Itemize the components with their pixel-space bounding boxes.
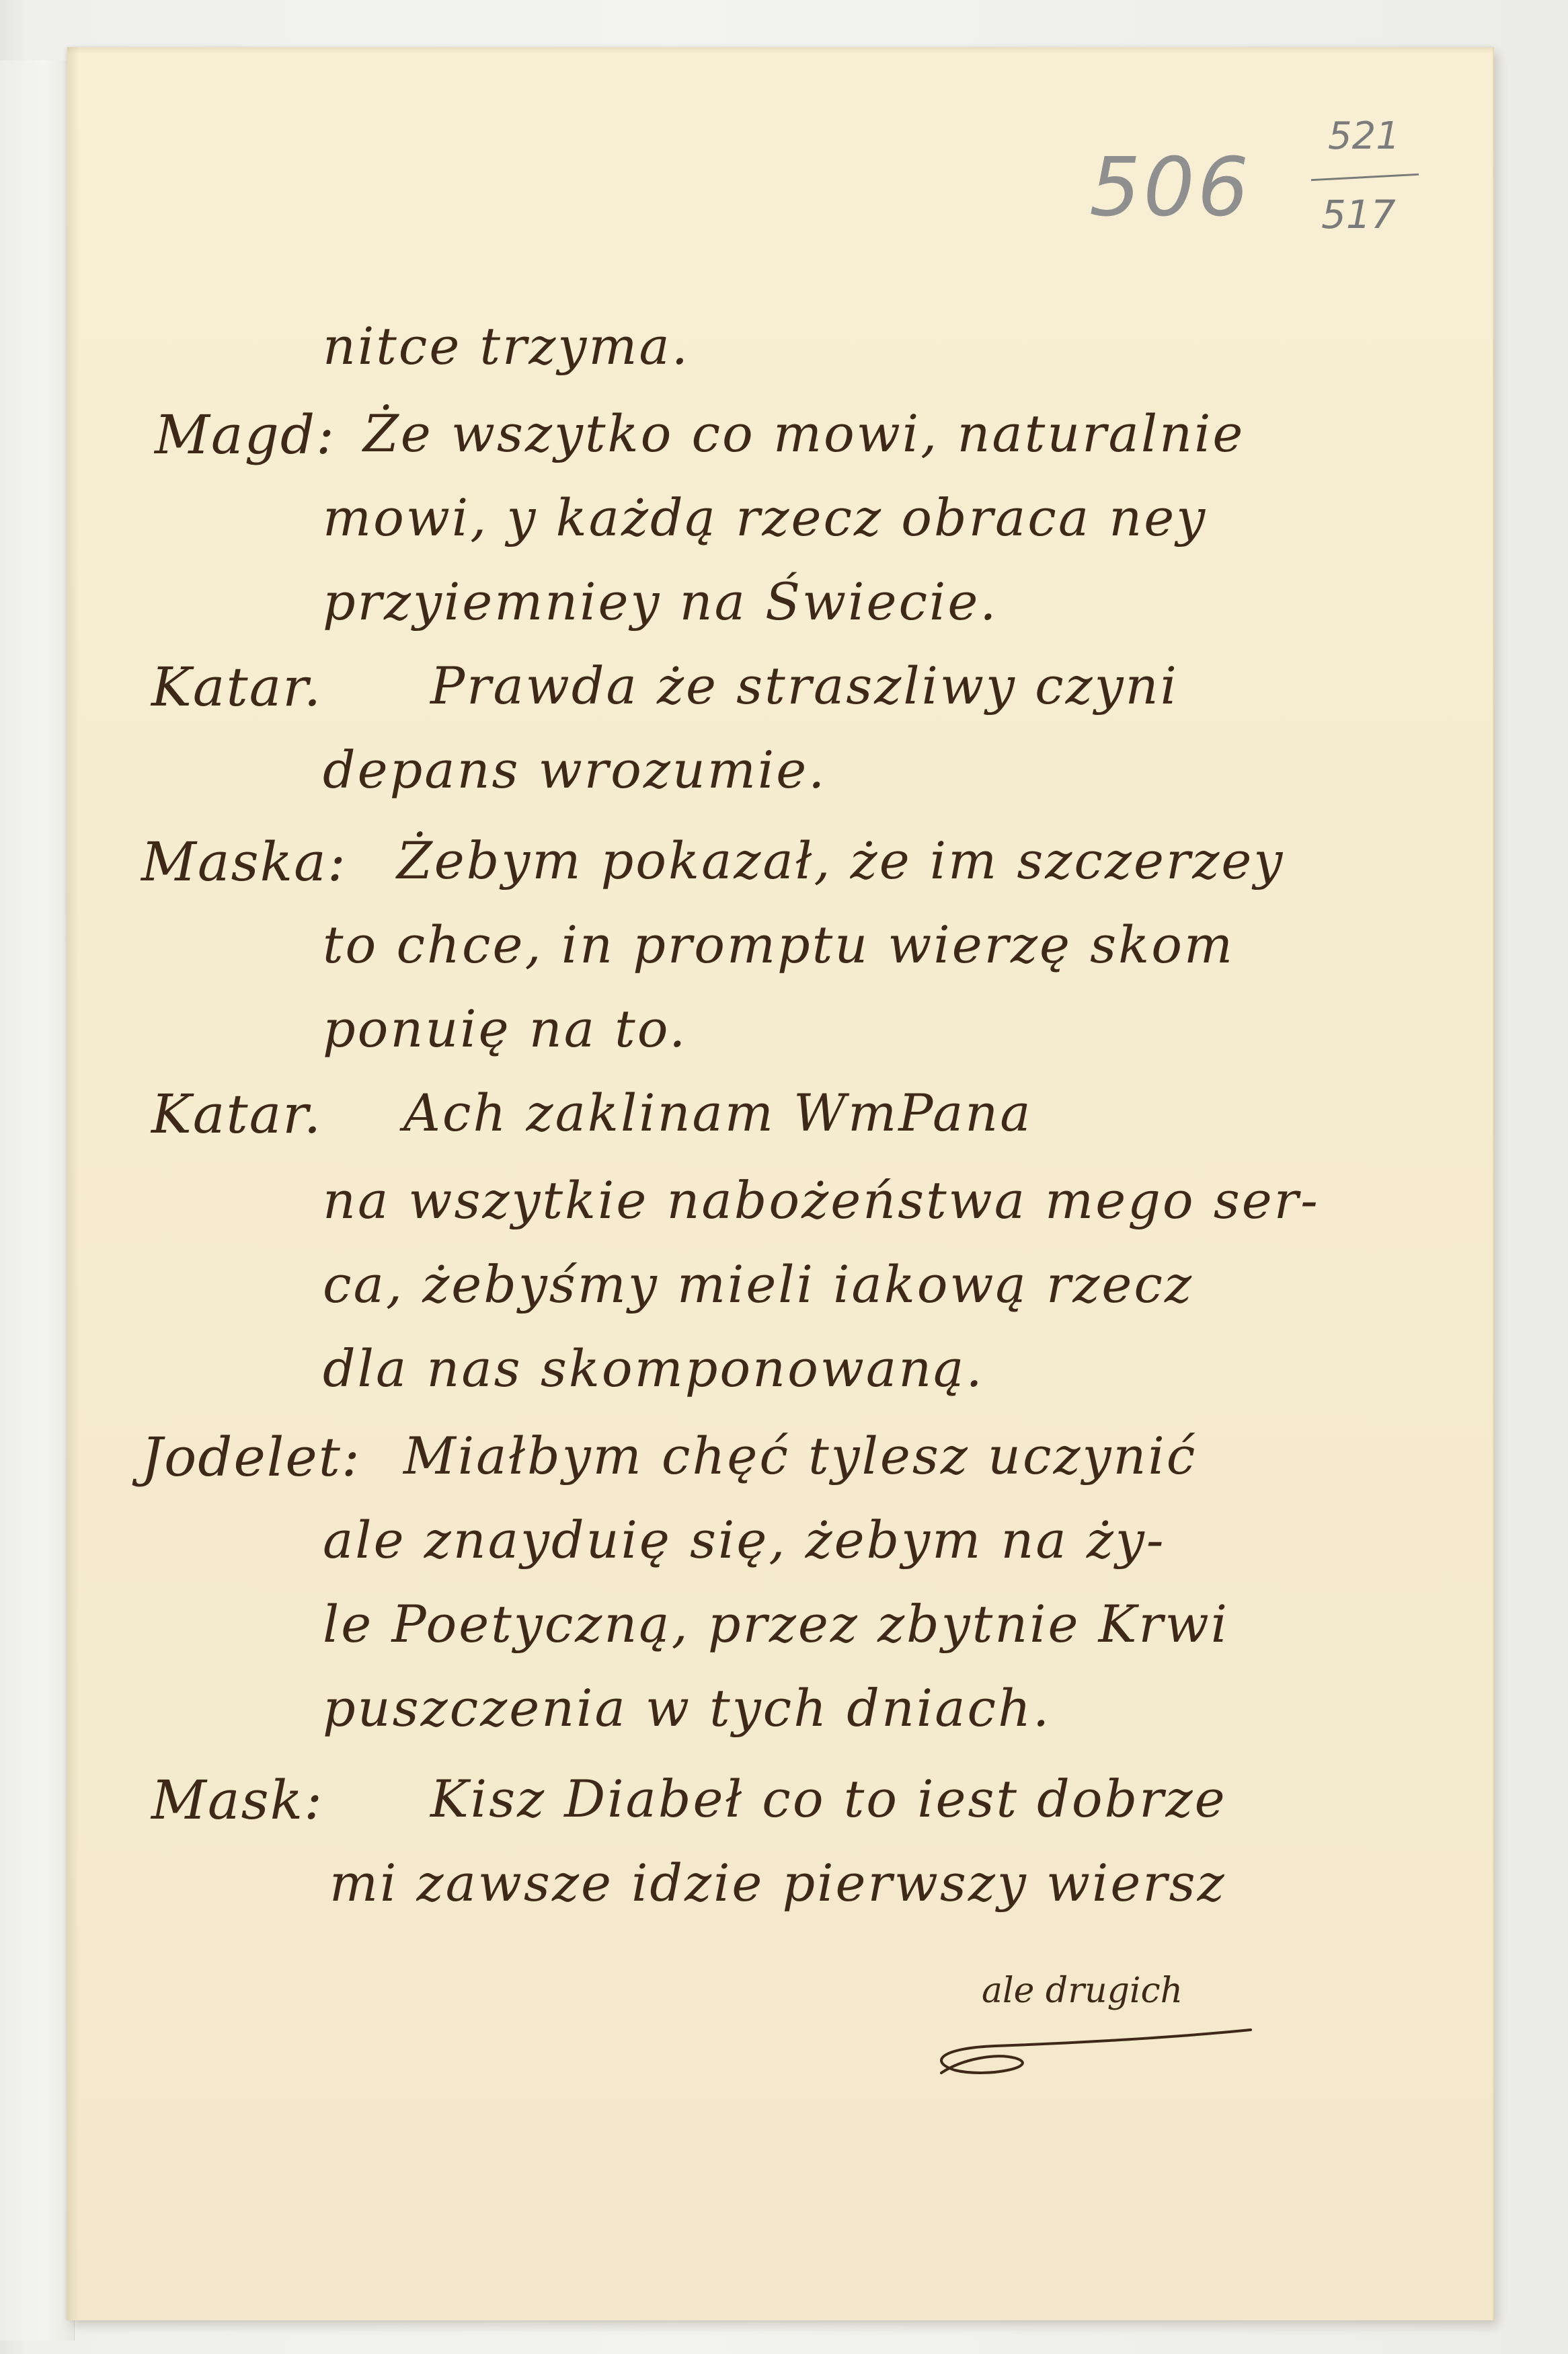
folio-number: 506 bbox=[1089, 141, 1252, 235]
manuscript-line: Miałbym chęć tylesz uczynić bbox=[403, 1426, 1198, 1486]
manuscript-line: ponuię na to. bbox=[323, 999, 688, 1059]
manuscript-line: to chce, in promptu wierzę skom bbox=[323, 915, 1235, 975]
manuscript-line: Ach zaklinam WmPana bbox=[403, 1083, 1033, 1143]
catchword: ale drugich bbox=[982, 1971, 1183, 2011]
manuscript-line: mowi, y każdą rzecz obraca ney bbox=[323, 488, 1208, 547]
manuscript-line: mi zawsze idzie pierwszy wiersz bbox=[329, 1853, 1226, 1913]
folio-old-number-top: 521 bbox=[1328, 114, 1400, 158]
speaker-name: Katar. bbox=[151, 1083, 323, 1145]
speaker-name: Katar. bbox=[151, 656, 323, 718]
manuscript-line: ale znayduię się, żebym na ży- bbox=[323, 1510, 1166, 1570]
manuscript-line: Żebym pokazał, że im szczerzey bbox=[397, 831, 1285, 890]
manuscript-line: przyiemniey na Świecie. bbox=[323, 572, 998, 632]
page-fold-shadow bbox=[67, 47, 79, 2320]
manuscript-line: puszczenia w tych dniach. bbox=[323, 1678, 1052, 1738]
flourish-ornament bbox=[914, 2011, 1264, 2092]
manuscript-line: Że wszytko co mowi, naturalnie bbox=[363, 404, 1245, 463]
manuscript-line: Kisz Diabeł co to iest dobrze bbox=[430, 1769, 1227, 1829]
underlying-page-edge bbox=[0, 61, 75, 2341]
folio-old-number-bottom: 517 bbox=[1321, 192, 1396, 237]
manuscript-line: dla nas skomponowaną. bbox=[323, 1338, 984, 1398]
speaker-name: Magd: bbox=[155, 404, 336, 466]
manuscript-line: Prawda że straszliwy czyni bbox=[430, 656, 1179, 716]
speaker-name: Jodelet: bbox=[141, 1426, 361, 1488]
manuscript-line: nitce trzyma. bbox=[323, 316, 690, 376]
manuscript-line: na wszytkie nabożeństwa mego ser- bbox=[323, 1170, 1320, 1230]
manuscript-line: le Poetyczną, przez zbytnie Krwi bbox=[323, 1594, 1230, 1654]
manuscript-line: ca, żebyśmy mieli iakową rzecz bbox=[323, 1254, 1193, 1314]
page-top-edge bbox=[67, 47, 1493, 54]
manuscript-line: depans wrozumie. bbox=[323, 740, 827, 800]
speaker-name: Mask: bbox=[151, 1769, 324, 1831]
speaker-name: Maska: bbox=[141, 831, 347, 893]
